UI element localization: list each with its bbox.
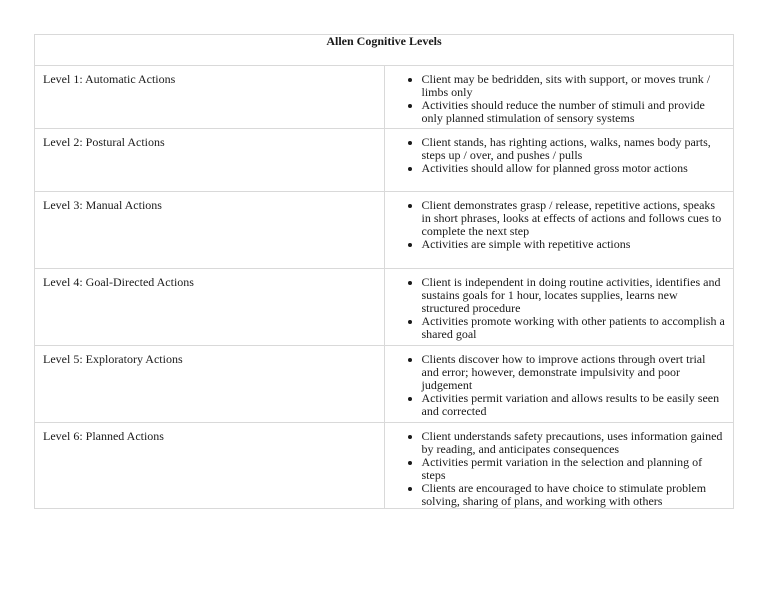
list-item: • Client understands safety precautions, uses information gained by reading, and anticipates consequences	[422, 430, 726, 456]
level-description-cell	[384, 423, 734, 509]
list-item: • Client stands, has righting actions, walks, names body parts, steps up / over, and pushes / pulls	[422, 136, 726, 162]
list-item: • Clients discover how to improve actions through overt trial and error; however, demonstrate impulsivity and poor judgement	[422, 353, 726, 392]
list-item: • Client may be bedridden, sits with support, or moves trunk / limbs only	[422, 73, 726, 99]
list-item: • Activities permit variation and allows results to be easily seen and corrected	[422, 392, 726, 418]
table-row	[35, 269, 734, 346]
table-row	[35, 66, 734, 129]
bullet-list	[393, 136, 726, 175]
list-item: • Client is independent in doing routine activities, identifies and sustains goals for 1 hour, locates supplies, learns new structured procedure	[422, 276, 726, 315]
list-item: • Clients are encouraged to have choice to stimulate problem solving, sharing of plans, and working with others	[422, 482, 726, 508]
level-name-cell: Level 5: Exploratory Actions	[35, 346, 385, 423]
level-name-cell: Level 6: Planned Actions	[35, 423, 385, 509]
list-item: • Activities permit variation in the selection and planning of steps	[422, 456, 726, 482]
level-description-cell	[384, 129, 734, 192]
bullet-list	[393, 276, 726, 341]
list-item: • Activities should allow for planned gross motor actions	[422, 162, 726, 175]
level-name-cell: Level 4: Goal-Directed Actions	[35, 269, 385, 346]
list-item: • Activities are simple with repetitive actions	[422, 238, 726, 251]
bullet-list	[393, 199, 726, 251]
level-description-cell	[384, 269, 734, 346]
level-name-cell: Level 2: Postural Actions	[35, 129, 385, 192]
table-body	[35, 66, 734, 509]
table-title: Allen Cognitive Levels	[35, 35, 734, 66]
list-item: • Activities should reduce the number of stimuli and provide only planned stimulation of sensory systems	[422, 99, 726, 125]
document-page	[34, 34, 734, 509]
table-header-row	[35, 35, 734, 66]
bullet-list	[393, 353, 726, 418]
level-description-cell	[384, 192, 734, 269]
list-item: • Client demonstrates grasp / release, repetitive actions, speaks in short phrases, looks at effects of actions and follows cues to complete the next step	[422, 199, 726, 238]
level-name-cell: Level 1: Automatic Actions	[35, 66, 385, 129]
bullet-list	[393, 73, 726, 125]
table-row	[35, 192, 734, 269]
level-description-cell	[384, 66, 734, 129]
allen-cognitive-levels-table	[34, 34, 734, 509]
level-description-cell	[384, 346, 734, 423]
list-item: • Activities promote working with other patients to accomplish a shared goal	[422, 315, 726, 341]
table-row	[35, 423, 734, 509]
table-row	[35, 129, 734, 192]
level-name-cell: Level 3: Manual Actions	[35, 192, 385, 269]
table-row	[35, 346, 734, 423]
bullet-list	[393, 430, 726, 508]
